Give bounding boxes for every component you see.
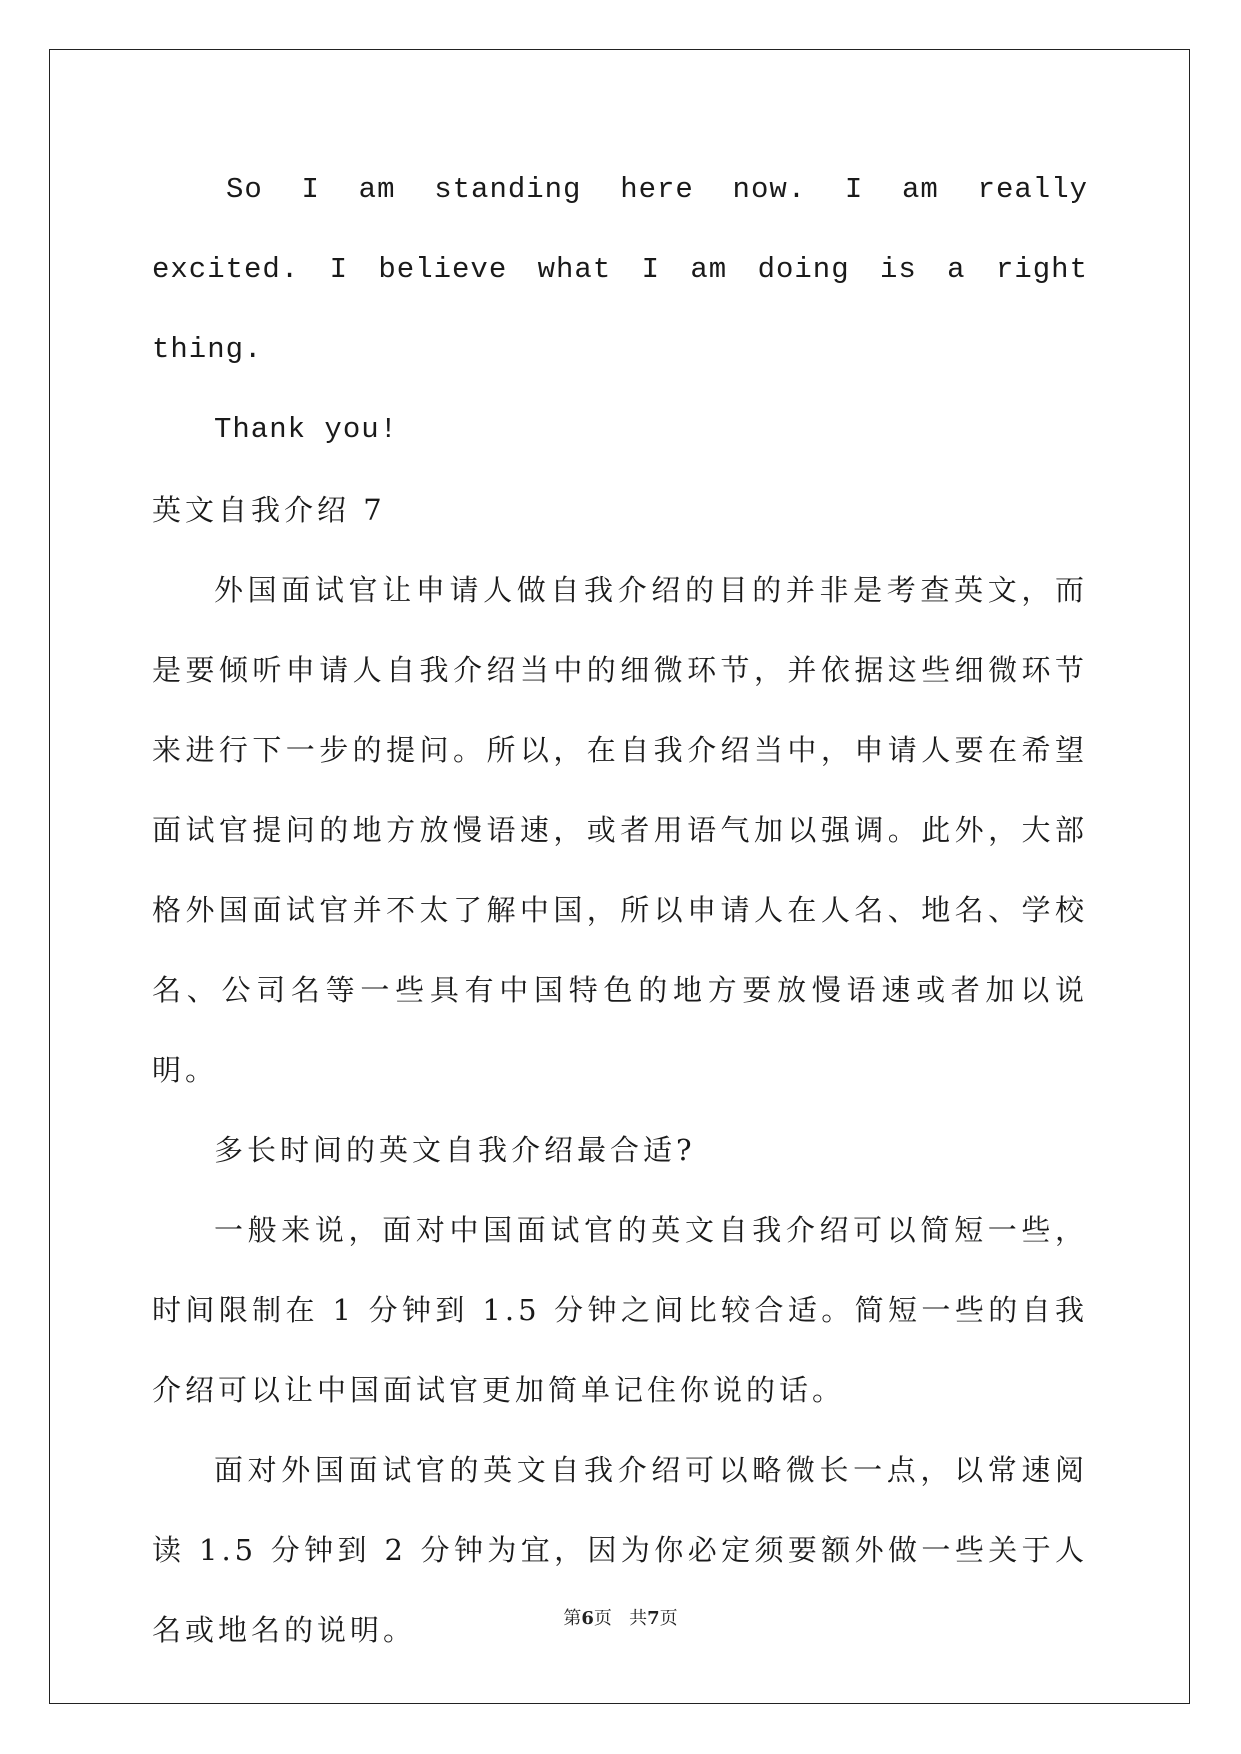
document-body [152,150,1088,1670]
page-footer [0,1604,1241,1630]
paragraph-foreign-interviewer: 面对外国面试官的英文自我介绍可以略微长一点，以常速阅读 1.5 分钟到 2 分钟为宜，因为你必定须要额外做一些关于人名或地名的说明。 [152,1453,1088,1647]
paragraph-interviewer-purpose: 外国面试官让申请人做自我介绍的目的并非是考查英文，而是要倾听申请人自我介绍当中的细微环节，并依据这些细微环节来进行下一步的提问。所以，在自我介绍当中，申请人要在希望面试官提问的地方放慢语速，或者用语气加以强调。此外，大部格外国面试官并不太了解中国，所以申请人在人名、地名、学校名、公司名等一些具有中国特色的地方要放慢语速或者加以说明。 [152,573,1088,1087]
paragraph-english-closing: So I am standing here now. I am really excited. I believe what I am doing is a right thing. [152,173,1088,366]
footer-total-pages: 7 [647,1608,660,1629]
footer-page-suffix: 页 [593,1608,612,1629]
paragraph-chinese-interviewer: 一般来说，面对中国面试官的英文自我介绍可以简短一些，时间限制在 1 分钟到 1.5 分钟之间比较合适。简短一些的自我介绍可以让中国面试官更加简单记住你说的话。 [152,1213,1088,1407]
footer-prefix: 第 [563,1608,582,1629]
footer-page-number: 6 [581,1608,594,1629]
footer-total-suffix: 页 [659,1608,678,1629]
footer-total-prefix: 共 [629,1608,648,1629]
paragraph-thank-you: Thank you! [214,413,399,446]
paragraph-question-duration: 多长时间的英文自我介绍最合适? [214,1133,696,1167]
section-heading: 英文自我介绍 7 [152,493,386,527]
